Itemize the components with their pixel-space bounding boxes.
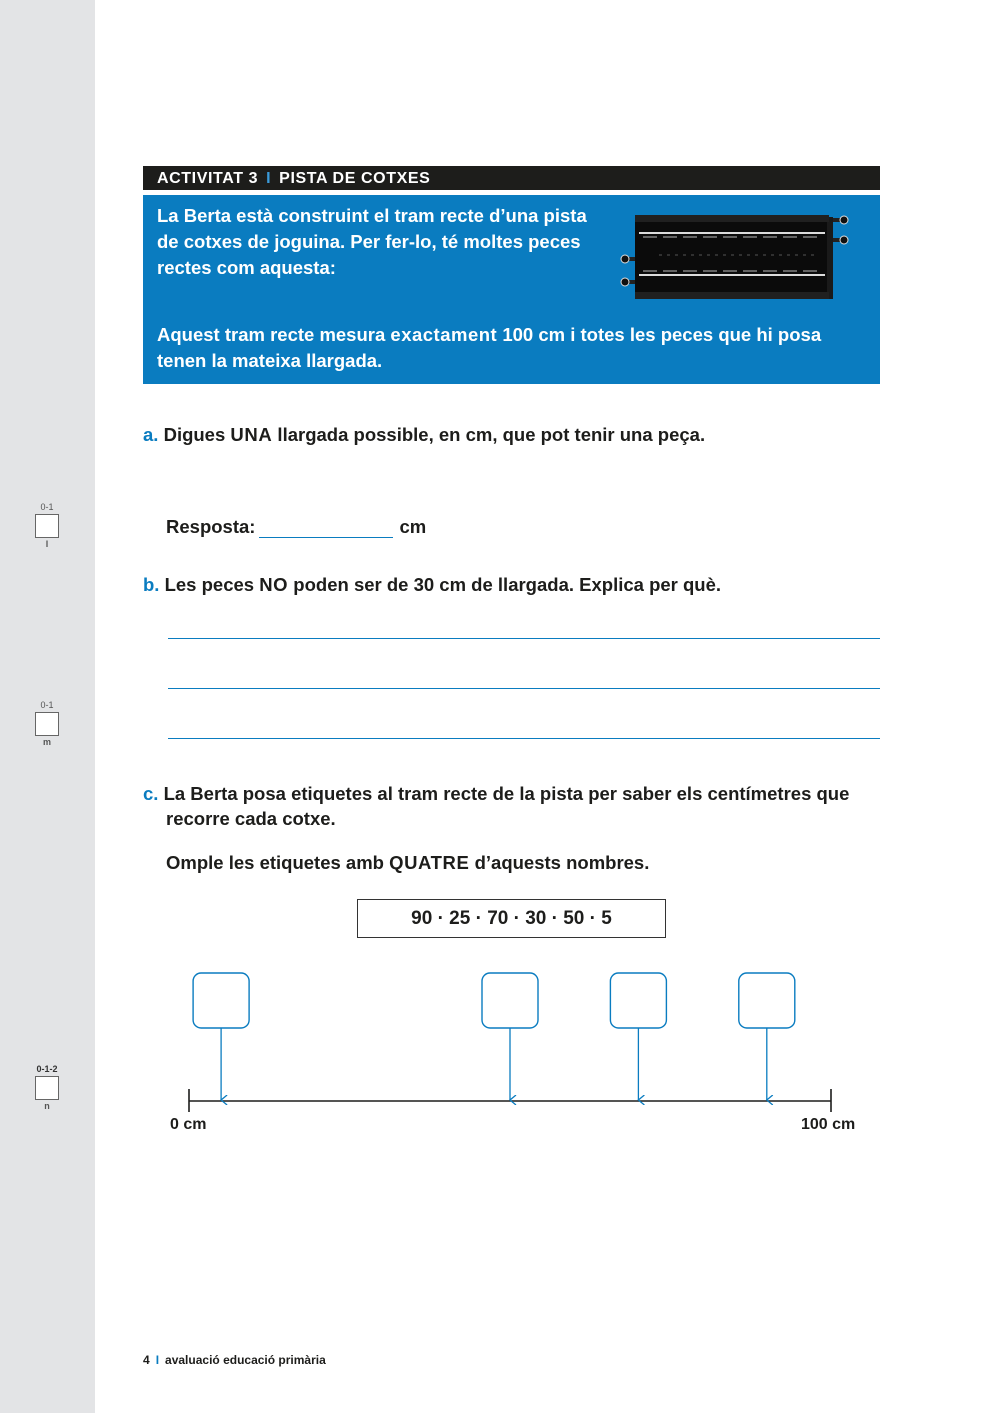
score-checkbox[interactable] [35,712,59,736]
answer-label-box[interactable] [482,973,538,1028]
writing-line[interactable] [168,688,880,689]
start-label: 0 cm [170,1116,207,1133]
score-box-c [30,1064,64,1112]
intro-text: La Berta està construint el tram recte d’una pista de cotxes de joguina. Per fer-lo, té moltes peces rectes com aquesta: [157,205,587,278]
score-checkbox[interactable] [35,514,59,538]
question-emphasis: UNA [230,424,273,445]
question-c-instruction [166,850,649,875]
number-line-diagram [150,960,890,1150]
score-box-b [30,700,64,748]
question-b [143,572,721,597]
writing-line[interactable] [168,638,880,639]
question-text: Digues [158,424,231,445]
instruction-text: d’aquests nombres. [469,852,650,873]
page-number: 4 [143,1353,150,1367]
page-footer [143,1353,326,1367]
question-text: Les peces [159,574,260,595]
score-box-a [30,502,64,550]
instruction-emphasis: QUATRE [389,852,470,873]
intro-text-part: 100 cm i totes les peces que hi posa tenen la mateixa llargada. [157,324,822,371]
score-range: 0-1 [40,502,54,512]
intro-text-measure [157,322,867,374]
number-options-box: 90 · 25 · 70 · 30 · 50 · 5 [357,899,666,938]
header-separator: I [266,170,272,187]
question-text: llargada possible, en cm, que pot tenir una peça. [272,424,706,445]
instruction-text: Omple les etiquetes amb [166,852,390,873]
writing-line[interactable] [168,738,880,739]
answer-label-box[interactable] [610,973,666,1028]
intro-emphasis: exactament [390,324,498,345]
score-code: l [45,539,49,549]
question-emphasis: NO [259,574,289,595]
activity-title: PISTA DE COTXES [279,170,431,187]
question-letter: c. [143,783,159,804]
score-code: n [44,1101,50,1111]
question-text: poden ser de 30 cm de llargada. Explica per què. [288,574,722,595]
end-label: 100 cm [801,1116,856,1133]
answer-label: Resposta: [166,516,256,537]
question-text: La Berta posa etiquetes al tram recte de la pista per saber els centímetres que [158,783,850,804]
intro-box [143,195,880,384]
activity-header [143,166,880,190]
track-piece-image [619,209,849,301]
question-a [143,422,705,447]
score-code: m [42,737,51,747]
answer-unit: cm [399,516,427,537]
footer-text: avaluació educació primària [165,1353,326,1367]
answer-input-line[interactable] [259,537,393,538]
activity-number: ACTIVITAT 3 [157,170,259,187]
question-c-line2: recorre cada cotxe. [166,808,336,829]
question-letter: b. [143,574,160,595]
score-range: 0-1-2 [36,1064,58,1074]
footer-separator: I [155,1353,160,1367]
question-letter: a. [143,424,159,445]
intro-text-part: Aquest tram recte mesura [157,324,391,345]
answer-row [166,514,426,539]
score-range: 0-1 [40,700,54,710]
answer-label-box[interactable] [739,973,795,1028]
score-checkbox[interactable] [35,1076,59,1100]
answer-label-box[interactable] [193,973,249,1028]
question-c [143,781,849,806]
